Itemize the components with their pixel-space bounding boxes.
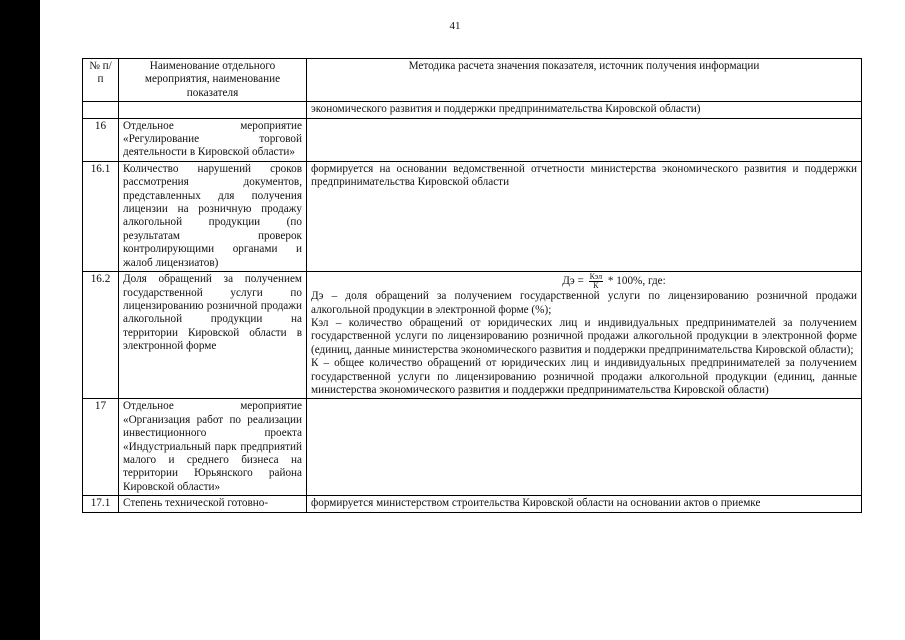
table-header-row bbox=[83, 59, 862, 102]
table-row bbox=[83, 102, 862, 118]
row-method bbox=[307, 399, 862, 496]
row-num: 16 bbox=[83, 118, 119, 161]
row-name: Количество нарушений сроков рассмотрения документов, представленных для получения лицензии на розничную продажу алкогольной продукции (по результатам проверок контролирующими органами и жалоб лицензиатов) bbox=[119, 161, 307, 271]
table-row bbox=[83, 496, 862, 512]
row-method bbox=[307, 118, 862, 161]
row-method bbox=[307, 272, 862, 399]
table-row bbox=[83, 118, 862, 161]
row-method: формируется на основании ведомственной отчетности министерства экономического развития и поддержки предпринимательства Кировской области bbox=[307, 161, 862, 271]
table-row bbox=[83, 399, 862, 496]
header-method: Методика расчета значения показателя, источник получения информации bbox=[307, 59, 862, 102]
formula bbox=[311, 273, 857, 290]
formula-denominator: К bbox=[593, 281, 599, 291]
row-num: 17.1 bbox=[83, 496, 119, 512]
table-row bbox=[83, 272, 862, 399]
row-method: формируется министерством строительства Кировской области на основании актов о приемке bbox=[307, 496, 862, 512]
header-name: Наименование отдельного мероприятия, наименование показателя bbox=[119, 59, 307, 102]
header-num: № п/п bbox=[83, 59, 119, 102]
row-method: экономического развития и поддержки предпринимательства Кировской области) bbox=[307, 102, 862, 118]
formula-fraction bbox=[589, 273, 604, 290]
row-num: 16.2 bbox=[83, 272, 119, 399]
row-name: Отдельное мероприятие «Организация работ по реализации инвестиционного проекта «Индустриальный парк предприятий малого и среднего бизнеса на территории Юрьянского района Кировской области» bbox=[119, 399, 307, 496]
table-row bbox=[83, 161, 862, 271]
row-name bbox=[119, 102, 307, 118]
method-line: К – общее количество обращений от юридических лиц и индивидуальных предпринимателей за получением государственной услуги по лицензированию розничной продажи алкогольной продукции (единиц, данные министерства экономического развития и поддержки предпринимательства Кировской области) bbox=[311, 357, 857, 396]
method-line: Кэл – количество обращений от юридических лиц и индивидуальных предпринимателей за получением государственной услуги по лицензированию розничной продажи алкогольной продукции в электронной форме (единиц, данные министерства экономического развития и поддержки предпринимательства Кировской области); bbox=[311, 316, 857, 356]
scan-edge bbox=[0, 0, 40, 640]
row-name: Доля обращений за получением государственной услуги по лицензированию розничной продажи алкогольной продукции на территории Кировской области в электронной форме bbox=[119, 272, 307, 399]
formula-rhs: * 100%, где: bbox=[607, 275, 666, 288]
formula-numerator: Кэл bbox=[589, 272, 603, 282]
row-num: 16.1 bbox=[83, 161, 119, 271]
row-num: 17 bbox=[83, 399, 119, 496]
row-name: Отдельное мероприятие «Регулирование торговой деятельности в Кировской области» bbox=[119, 118, 307, 161]
row-num bbox=[83, 102, 119, 118]
row-name: Степень технической готовно- bbox=[119, 496, 307, 512]
indicator-table bbox=[82, 58, 862, 513]
page-number: 41 bbox=[449, 20, 461, 32]
formula-lhs: Дэ = bbox=[562, 275, 584, 288]
method-line: Дэ – доля обращений за получением государственной услуги по лицензированию розничной продажи алкогольной продукции в электронной форме (%); bbox=[311, 290, 857, 316]
